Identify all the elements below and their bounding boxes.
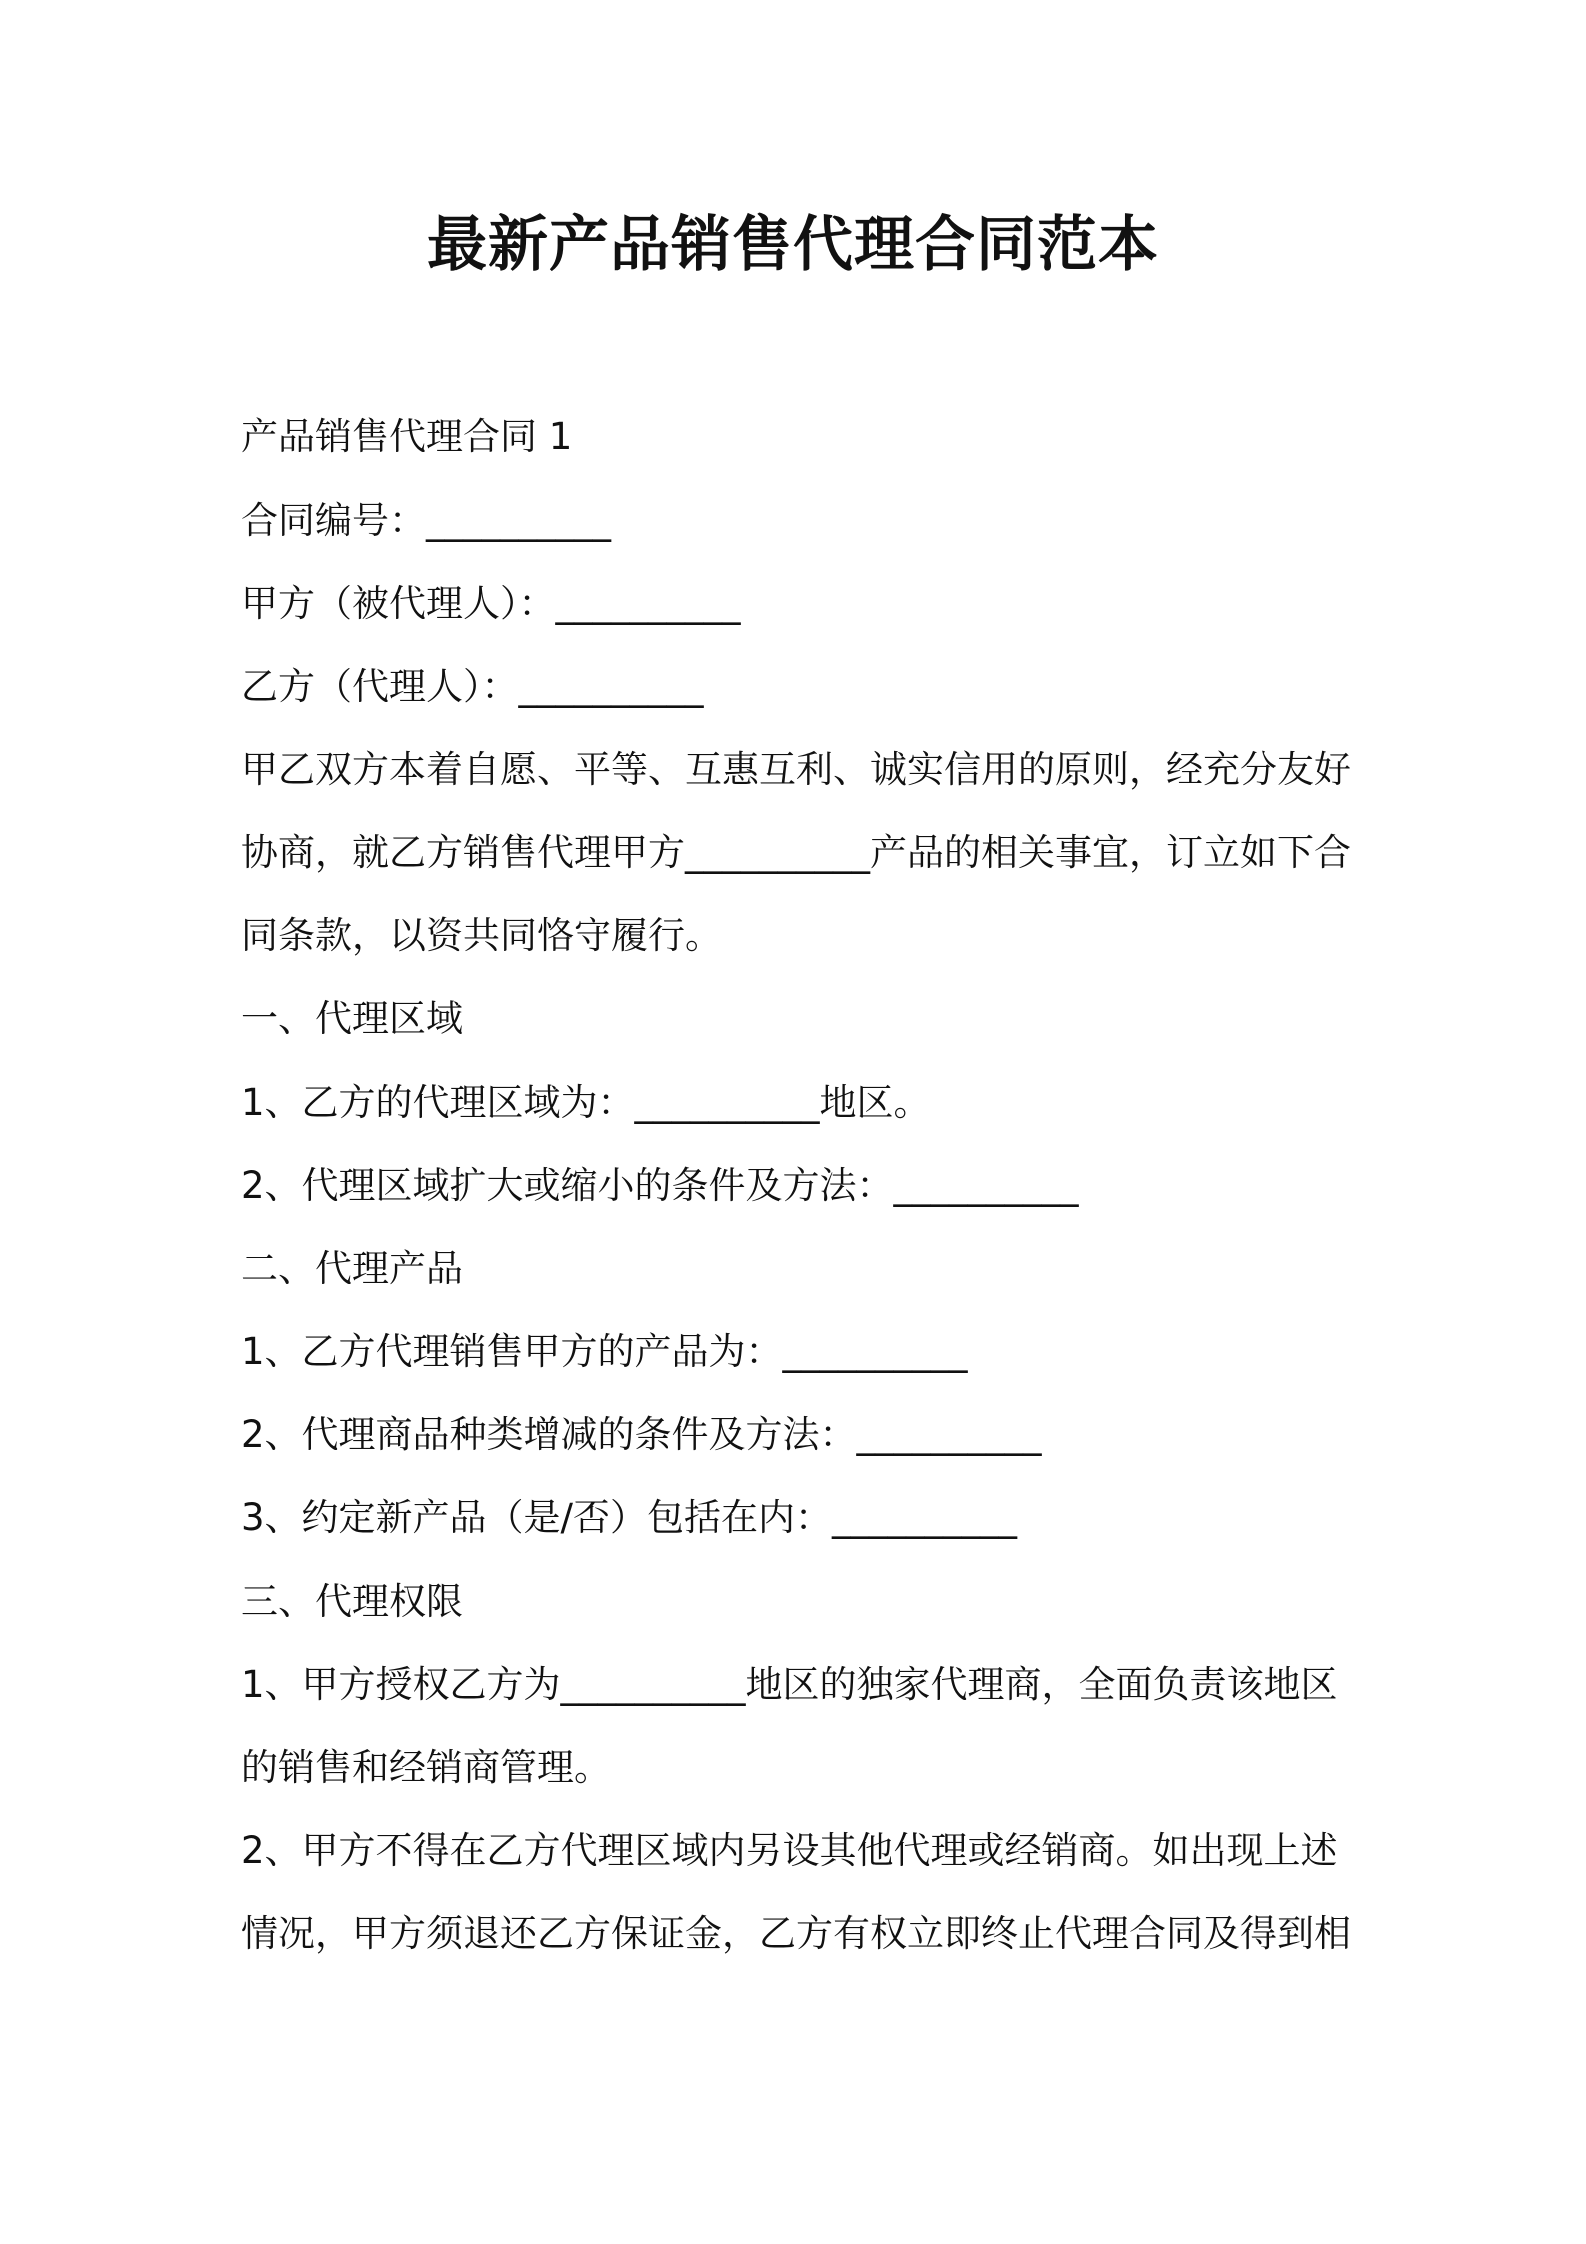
clause-territory-1: 1、乙方的代理区域为：__________地区。 <box>241 1081 931 1124</box>
section-heading-products: 二、代理产品 <box>241 1247 463 1290</box>
field-party-a: 甲方（被代理人）：__________ <box>241 582 741 625</box>
preamble-line-3: 同条款，以资共同恪守履行。 <box>241 914 722 957</box>
clause-authority-2-line-1: 2、甲方不得在乙方代理区域内另设其他代理或经销商。如出现上述 <box>241 1829 1338 1872</box>
preamble-line-2: 协商，就乙方销售代理甲方__________产品的相关事宜，订立如下合 <box>241 831 1351 874</box>
clause-products-2: 2、代理商品种类增减的条件及方法：__________ <box>241 1413 1042 1456</box>
field-contract-number: 合同编号：__________ <box>241 499 611 542</box>
section-heading-territory: 一、代理区域 <box>241 997 463 1040</box>
document-title: 最新产品销售代理合同范本 <box>427 210 1159 280</box>
section-heading-authority: 三、代理权限 <box>241 1580 463 1623</box>
preamble-line-1: 甲乙双方本着自愿、平等、互惠互利、诚实信用的原则，经充分友好 <box>241 748 1351 791</box>
clause-products-1: 1、乙方代理销售甲方的产品为：__________ <box>241 1330 968 1373</box>
subtitle-contract-1: 产品销售代理合同 1 <box>241 415 573 458</box>
clause-authority-2-line-2: 情况，甲方须退还乙方保证金，乙方有权立即终止代理合同及得到相 <box>241 1912 1351 1955</box>
field-party-b: 乙方（代理人）：__________ <box>241 665 704 708</box>
clause-authority-1-line-2: 的销售和经销商管理。 <box>241 1746 611 1789</box>
clause-authority-1-line-1: 1、甲方授权乙方为__________地区的独家代理商，全面负责该地区 <box>241 1663 1338 1706</box>
clause-territory-2: 2、代理区域扩大或缩小的条件及方法：__________ <box>241 1164 1079 1207</box>
clause-products-3: 3、约定新产品（是/否）包括在内：__________ <box>241 1496 1018 1539</box>
